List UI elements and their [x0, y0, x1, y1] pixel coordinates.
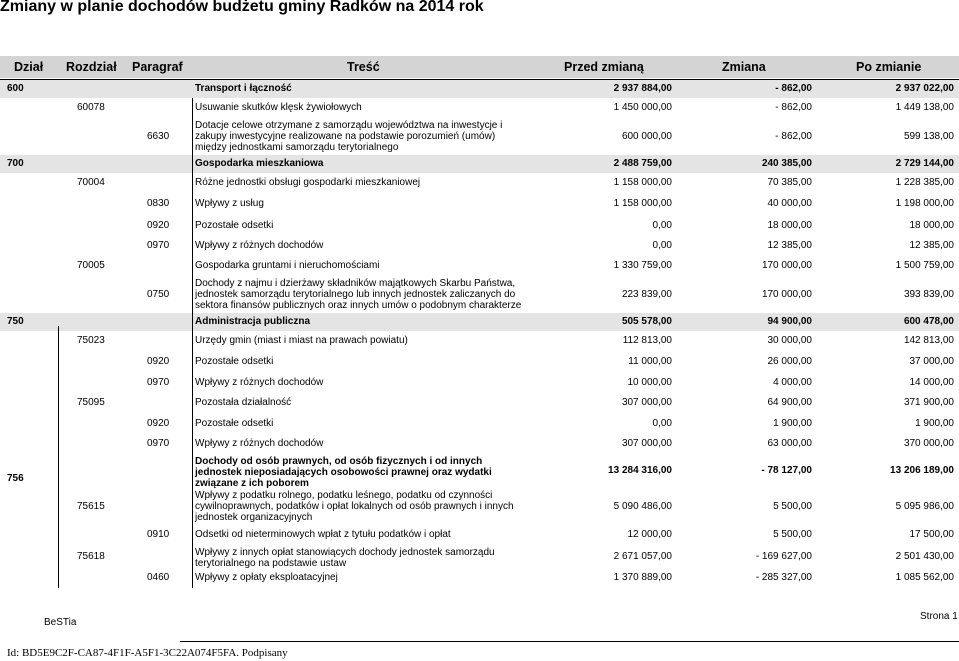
cell-po: 1 900,00: [915, 418, 954, 429]
header-tresc: Treść: [347, 60, 380, 74]
cell-zmiana: 64 900,00: [767, 397, 812, 408]
cell-zmiana: 12 385,00: [767, 240, 812, 251]
cell-zmiana: 170 000,00: [761, 289, 812, 300]
cell-po: 1 198 000,00: [895, 198, 954, 209]
cell-przed: 13 284 316,00: [608, 465, 672, 476]
cell-tresc: Odsetki od nieterminowych wpłat z tytułu podatków i opłat: [195, 529, 451, 540]
cell-zmiana: 5 500,00: [773, 529, 812, 540]
cell-po: 14 000,00: [909, 377, 954, 388]
cell-zmiana: - 285 327,00: [755, 572, 812, 583]
grid-line: [58, 326, 59, 588]
cell-paragraf: 0970: [147, 438, 170, 449]
footer-divider: [180, 641, 959, 642]
document-id: Id: BD5E9C2F-CA87-4F1F-A5F1-3C22A074F5FA. Podpisany: [7, 647, 288, 659]
cell-po: 1 500 759,00: [895, 260, 954, 271]
cell-tresc: Transport i łączność: [195, 83, 292, 94]
table-row: [0, 98, 959, 118]
cell-zmiana: 70 385,00: [767, 177, 812, 188]
cell-tresc: Pozostałe odsetki: [195, 220, 274, 231]
cell-zmiana: 63 000,00: [767, 438, 812, 449]
footer-right: Strona 1: [920, 611, 958, 622]
cell-po: 17 500,00: [909, 529, 954, 540]
table-row: [0, 276, 959, 313]
cell-przed: 1 330 759,00: [613, 260, 672, 271]
table-row: [0, 313, 959, 331]
table-row: [0, 236, 959, 256]
table-row: [0, 568, 959, 588]
cell-po: 370 000,00: [903, 438, 954, 449]
table-row: [0, 434, 959, 454]
cell-po: 5 095 986,00: [895, 501, 954, 512]
cell-przed: 223 839,00: [621, 289, 672, 300]
table-row: [0, 454, 959, 488]
table-row: [0, 118, 959, 155]
footer-left: BeSTia: [44, 617, 77, 628]
cell-zmiana: 170 000,00: [761, 260, 812, 271]
cell-przed: 600 000,00: [621, 131, 672, 142]
cell-tresc: Urzędy gmin (miast i miast na prawach powiatu): [195, 335, 408, 346]
cell-po: 600 478,00: [903, 316, 954, 327]
table-row: [0, 393, 959, 413]
table-row: [0, 155, 959, 173]
cell-po: 2 501 430,00: [895, 551, 954, 562]
cell-tresc: Usuwanie skutków klęsk żywiołowych: [195, 102, 362, 113]
cell-tresc: Pozostałe odsetki: [195, 418, 274, 429]
cell-paragraf: 0970: [147, 377, 170, 388]
cell-przed: 1 158 000,00: [613, 198, 672, 209]
cell-po: 1 085 562,00: [895, 572, 954, 583]
cell-paragraf: 0750: [147, 289, 170, 300]
cell-paragraf: 0460: [147, 572, 170, 583]
table-header: [0, 56, 959, 78]
header-zmiana: Zmiana: [722, 60, 766, 74]
cell-tresc: Wpływy z usług: [195, 198, 264, 209]
cell-dzial: 750: [7, 316, 24, 327]
cell-przed: 112 813,00: [622, 335, 672, 346]
cell-rozdzial: 70004: [77, 177, 105, 188]
cell-po: 2 729 144,00: [895, 158, 954, 169]
table-row: [0, 173, 959, 193]
cell-rozdzial: 75618: [77, 551, 105, 562]
cell-dzial: 700: [7, 158, 24, 169]
cell-zmiana: 40 000,00: [767, 198, 812, 209]
cell-tresc: Wpływy z opłaty eksploatacyjnej: [195, 572, 338, 583]
cell-tresc: Pozostałe odsetki: [195, 356, 274, 367]
cell-dzial: 600: [7, 83, 24, 94]
cell-przed: 505 578,00: [621, 316, 672, 327]
page-title: Zmiany w planie dochodów budżetu gminy Radków na 2014 rok: [0, 0, 484, 15]
table-row: [0, 80, 959, 98]
cell-przed: 0,00: [652, 240, 672, 251]
cell-paragraf: 0830: [147, 198, 170, 209]
cell-tresc: Wpływy z różnych dochodów: [195, 438, 324, 449]
cell-zmiana: 240 385,00: [761, 158, 812, 169]
cell-przed: 12 000,00: [627, 529, 672, 540]
grid-line: [0, 79, 959, 80]
header-dzial: Dział: [14, 60, 44, 74]
cell-zmiana: - 169 627,00: [755, 551, 812, 562]
table-row: [0, 488, 959, 525]
header-przed: Przed zmianą: [564, 60, 644, 74]
header-paragraf: Paragraf: [132, 60, 183, 74]
cell-zmiana: - 862,00: [775, 83, 812, 94]
table-row: [0, 525, 959, 545]
cell-paragraf: 0920: [147, 418, 170, 429]
cell-zmiana: 30 000,00: [767, 335, 812, 346]
cell-tresc: Wpływy z innych opłat stanowiących dochody jednostek samorządu terytorialnego na podstawie ustaw: [195, 547, 495, 569]
cell-zmiana: 18 000,00: [767, 220, 812, 231]
cell-tresc: Różne jednostki obsługi gospodarki mieszkaniowej: [195, 177, 421, 188]
cell-paragraf: 0920: [147, 220, 170, 231]
cell-zmiana: - 78 127,00: [761, 465, 812, 476]
cell-zmiana: 94 900,00: [767, 316, 812, 327]
cell-po: 599 138,00: [903, 131, 954, 142]
cell-przed: 0,00: [652, 220, 672, 231]
cell-tresc: Wpływy z różnych dochodów: [195, 377, 324, 388]
cell-po: 1 449 138,00: [895, 102, 954, 113]
cell-zmiana: - 862,00: [775, 102, 812, 113]
table-row: [0, 351, 959, 372]
cell-przed: 307 000,00: [621, 438, 672, 449]
cell-tresc: Gospodarka gruntami i nieruchomościami: [195, 260, 380, 271]
cell-zmiana: 26 000,00: [767, 356, 812, 367]
cell-paragraf: 0910: [147, 529, 170, 540]
cell-dzial: 756: [7, 473, 24, 484]
cell-paragraf: 0970: [147, 240, 170, 251]
cell-po: 2 937 022,00: [895, 83, 954, 94]
cell-po: 12 385,00: [909, 240, 954, 251]
cell-tresc: Dochody z najmu i dzierżawy składników majątkowych Skarbu Państwa, jednostek samorządu terytorialnego lub innych jednostek zaliczanych do sektora finansów publicznych oraz innych umów o podobnym charakterze: [195, 278, 522, 311]
cell-po: 142 813,00: [903, 335, 954, 346]
header-po: Po zmianie: [856, 60, 922, 74]
cell-tresc: Gospodarka mieszkaniowa: [195, 158, 324, 169]
table-row: [0, 215, 959, 236]
cell-przed: 10 000,00: [627, 377, 672, 388]
cell-tresc: Wpływy z różnych dochodów: [195, 240, 324, 251]
cell-rozdzial: 70005: [77, 260, 105, 271]
cell-przed: 1 158 000,00: [613, 177, 672, 188]
table-row: [0, 193, 959, 215]
cell-po: 371 900,00: [903, 397, 954, 408]
cell-po: 37 000,00: [909, 356, 954, 367]
cell-przed: 0,00: [652, 418, 672, 429]
cell-przed: 1 450 000,00: [613, 102, 672, 113]
cell-tresc: Dotacje celowe otrzymane z samorządu województwa na inwestycje i zakupy inwestycyjne realizowane na podstawie porozumień (umów) między jednostkami samorządu terytorialnego: [195, 120, 503, 153]
cell-po: 393 839,00: [903, 289, 954, 300]
cell-tresc: Wpływy z podatku rolnego, podatku leśnego, podatku od czynności cywilnoprawnych, podatków i opłat lokalnych od osób prawnych i innych jednostek organizacyjnych: [195, 490, 514, 523]
cell-rozdzial: 60078: [77, 102, 105, 113]
cell-tresc: Dochody od osób prawnych, od osób fizycznych i od innych jednostek nieposiadających osobowości prawnej oraz wydatki związane z ich poborem: [195, 456, 492, 489]
cell-przed: 1 370 889,00: [613, 572, 672, 583]
cell-zmiana: 4 000,00: [773, 377, 812, 388]
table-row: [0, 256, 959, 276]
header-rozdzial: Rozdział: [66, 60, 117, 74]
table-row: [0, 545, 959, 568]
cell-po: 18 000,00: [909, 220, 954, 231]
cell-rozdzial: 75095: [77, 397, 105, 408]
cell-tresc: Pozostała działalność: [195, 397, 292, 408]
cell-przed: 11 000,00: [628, 356, 672, 367]
cell-paragraf: 6630: [147, 131, 170, 142]
table-row: [0, 331, 959, 351]
cell-rozdzial: 75615: [77, 501, 105, 512]
cell-paragraf: 0920: [147, 356, 170, 367]
cell-po: 1 228 385,00: [895, 177, 954, 188]
table-row: [0, 372, 959, 393]
cell-przed: 2 671 057,00: [613, 551, 672, 562]
cell-rozdzial: 75023: [77, 335, 105, 346]
grid-line: [192, 98, 193, 588]
cell-przed: 5 090 486,00: [613, 501, 672, 512]
cell-zmiana: 5 500,00: [773, 501, 812, 512]
cell-przed: 307 000,00: [621, 397, 672, 408]
cell-po: 13 206 189,00: [890, 465, 954, 476]
cell-zmiana: 1 900,00: [773, 418, 812, 429]
cell-tresc: Administracja publiczna: [195, 316, 311, 327]
cell-przed: 2 937 884,00: [613, 83, 672, 94]
cell-przed: 2 488 759,00: [613, 158, 672, 169]
table-row: [0, 413, 959, 434]
cell-zmiana: - 862,00: [775, 131, 812, 142]
